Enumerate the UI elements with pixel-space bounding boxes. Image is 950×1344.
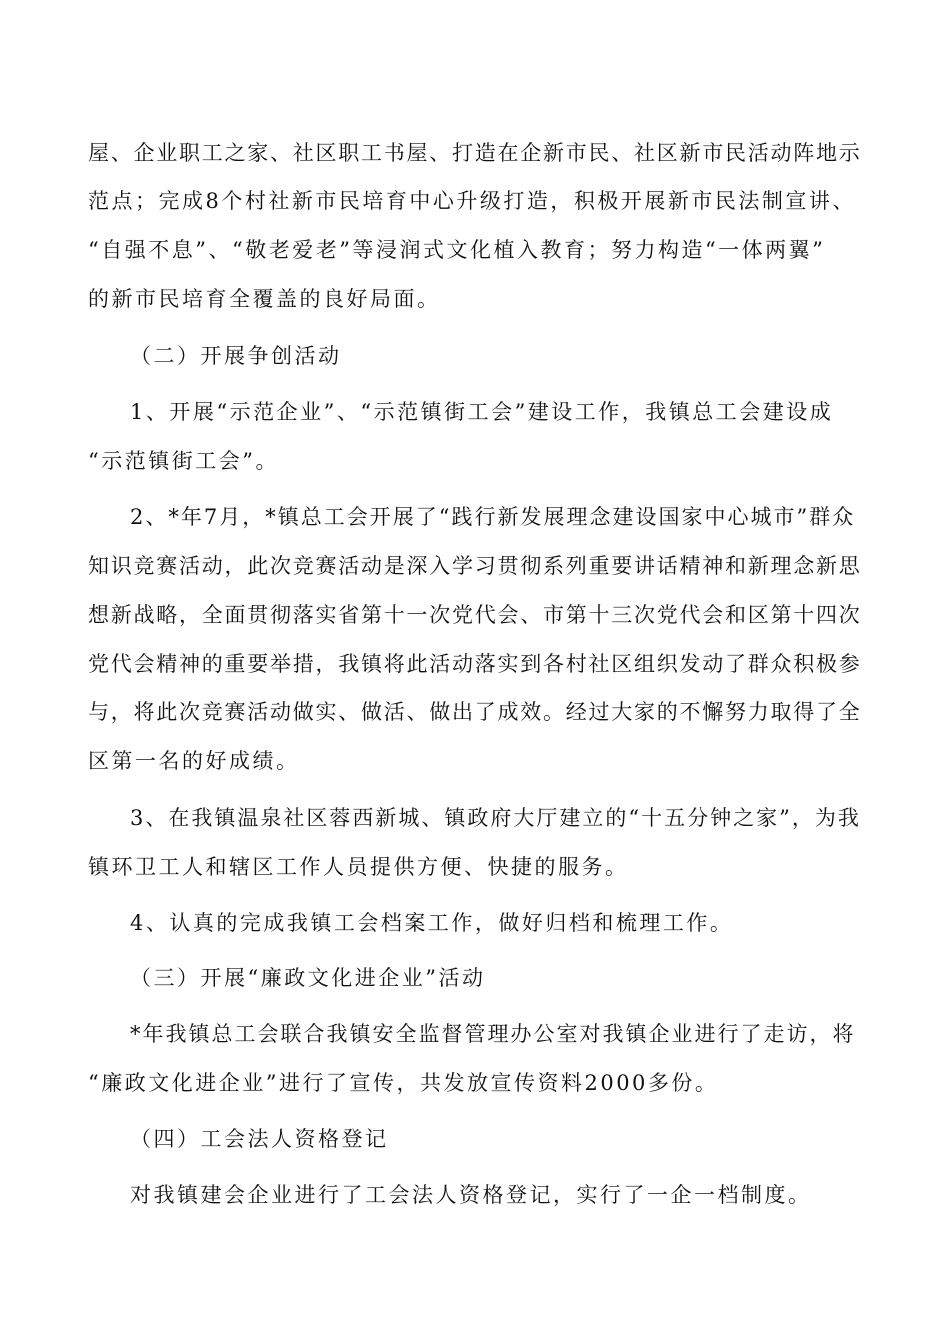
text-line: 知识竞赛活动，此次竞赛活动是深入学习贯彻系列重要讲话精神和新理念新思 (88, 554, 862, 578)
text-line: 3、在我镇温泉社区蓉西新城、镇政府大厅建立的“十五分钟之家”，为我 (130, 806, 861, 830)
text-line: 范点；完成8个村社新市民培育中心升级打造，积极开展新市民法制宣讲、 (88, 189, 856, 213)
text-line: 与，将此次竞赛活动做实、做活、做出了成效。经过大家的不懈努力取得了全 (88, 700, 862, 724)
text-line: 想新战略，全面贯彻落实省第十一次党代会、市第十三次党代会和区第十四次 (88, 603, 862, 627)
section-heading: （二）开展争创活动 (130, 344, 342, 368)
text-line: 的新市民培育全覆盖的良好局面。 (88, 287, 441, 311)
text-line: 对我镇建会企业进行了工会法人资格登记，实行了一企一档制度。 (130, 1183, 812, 1207)
text-line: “示范镇街工会”。 (88, 449, 279, 473)
text-line: 1、开展“示范企业”、“示范镇街工会”建设工作，我镇总工会建设成 (130, 400, 834, 424)
text-line: 党代会精神的重要举措，我镇将此活动落实到各村社区组织发动了群众积极参 (88, 652, 862, 676)
section-heading: （三）开展“廉政文化进企业”活动 (130, 966, 486, 990)
text-line: 4、认真的完成我镇工会档案工作，做好归档和梳理工作。 (130, 911, 734, 935)
text-line: 屋、企业职工之家、社区职工书屋、打造在企新市民、社区新市民活动阵地示 (88, 141, 862, 165)
text-line: 镇环卫工人和辖区工作人员提供方便、快捷的服务。 (88, 855, 629, 879)
text-line: 区第一名的好成绩。 (88, 749, 300, 773)
text-line: “自强不息”、“敬老爱老”等浸润式文化植入教育；努力构造“一体两翼” (88, 238, 826, 262)
text-line: “廉政文化进企业”进行了宣传，共发放宣传资料2000多份。 (88, 1071, 719, 1095)
text-line: *年我镇总工会联合我镇安全监督管理办公室对我镇企业进行了走访，将 (130, 1022, 856, 1046)
text-line: 2、*年7月，*镇总工会开展了“践行新发展理念建设国家中心城市”群众 (130, 505, 856, 529)
section-heading: （四）工会法人资格登记 (130, 1127, 389, 1151)
